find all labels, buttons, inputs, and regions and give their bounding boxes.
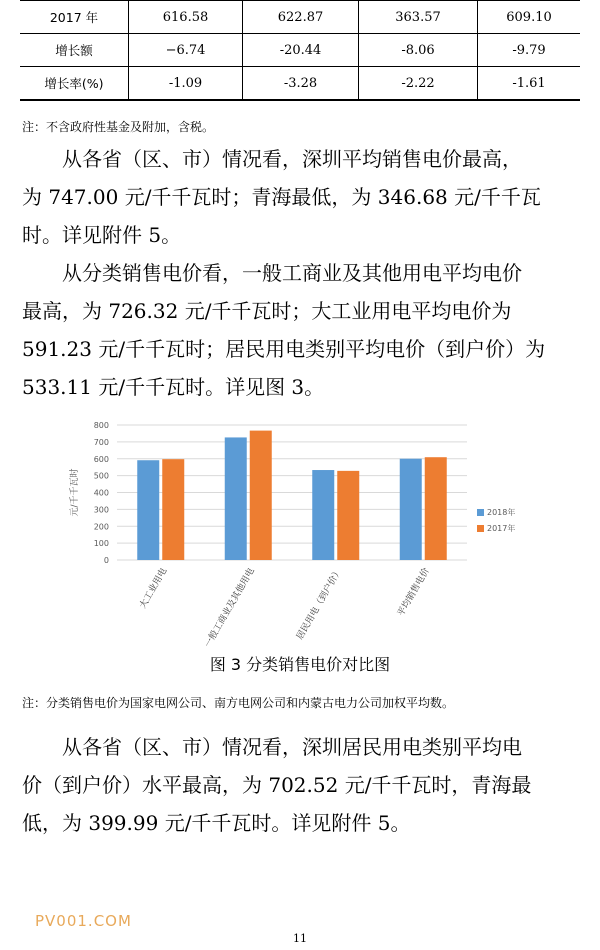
y-tick-label: 400 bbox=[93, 488, 109, 498]
bar-2018 bbox=[312, 470, 334, 560]
y-tick-label: 600 bbox=[93, 454, 109, 464]
paragraph-line: 时。详见附件 5。 bbox=[22, 223, 182, 247]
table-note: 注：不含政府性基金及附加，含税。 bbox=[22, 120, 215, 134]
y-tick-label: 800 bbox=[93, 421, 109, 430]
row-label: 增长额 bbox=[20, 34, 129, 67]
paragraph-line: 从分类销售电价看，一般工商业及其他用电平均电价 bbox=[62, 261, 522, 285]
y-axis-label: 元/千千瓦时 bbox=[70, 468, 80, 517]
table-cell: -20.44 bbox=[243, 34, 359, 67]
bar-2017 bbox=[162, 459, 184, 560]
x-tick-label: 大工业用电 bbox=[138, 566, 170, 611]
y-tick-label: 0 bbox=[103, 556, 109, 565]
paragraph-3 bbox=[22, 728, 578, 842]
table-cell: 616.58 bbox=[129, 1, 243, 34]
x-tick-label: 平均销售电价 bbox=[396, 566, 432, 619]
x-tick-label: 居民用电（到户价） bbox=[295, 566, 345, 642]
bar-2018 bbox=[225, 437, 247, 560]
table-cell: −6.74 bbox=[129, 34, 243, 67]
row-label: 增长率(%) bbox=[20, 67, 129, 101]
legend-swatch bbox=[477, 525, 484, 532]
y-tick-label: 700 bbox=[93, 437, 109, 447]
table-cell: 363.57 bbox=[359, 1, 478, 34]
y-tick-label: 300 bbox=[93, 505, 109, 515]
y-tick-label: 100 bbox=[93, 539, 109, 549]
paragraph-line: 从各省（区、市）情况看，深圳居民用电类别平均电 bbox=[62, 735, 522, 759]
table-row bbox=[20, 1, 580, 34]
paragraph-line: 低，为 399.99 元/千千瓦时。详见附件 5。 bbox=[22, 811, 411, 835]
table-row bbox=[20, 34, 580, 67]
table-cell: 622.87 bbox=[243, 1, 359, 34]
bar-2017 bbox=[425, 457, 447, 560]
legend-label: 2017年 bbox=[487, 524, 516, 533]
paragraph-line: 591.23 元/千千瓦时；居民用电类别平均电价（到户价）为 bbox=[22, 337, 546, 361]
table-cell: 609.10 bbox=[478, 1, 581, 34]
watermark: PV001.COM bbox=[35, 912, 132, 930]
paragraph-line: 最高，为 726.32 元/千千瓦时；大工业用电平均电价为 bbox=[22, 299, 512, 323]
bar-2018 bbox=[137, 460, 159, 560]
figure-note: 注：分类销售电价为国家电网公司、南方电网公司和内蒙古电力公司加权平均数。 bbox=[22, 696, 455, 710]
bar-2017 bbox=[337, 471, 359, 560]
table-cell: -3.28 bbox=[243, 67, 359, 101]
x-tick-label: 一般工商业及其他用电 bbox=[203, 566, 257, 650]
table-cell: -8.06 bbox=[359, 34, 478, 67]
price-comparison-chart bbox=[55, 410, 550, 650]
bar-2018 bbox=[400, 459, 422, 560]
table-cell: -2.22 bbox=[359, 67, 478, 101]
table-cell: -1.61 bbox=[478, 67, 581, 101]
legend-swatch bbox=[477, 509, 484, 516]
paragraph-line: 从各省（区、市）情况看，深圳平均销售电价最高， bbox=[62, 147, 522, 171]
bar-2017 bbox=[250, 431, 272, 560]
paragraph-line: 533.11 元/千千瓦时。详见图 3。 bbox=[22, 375, 325, 399]
page-number: 11 bbox=[293, 932, 307, 945]
price-table bbox=[20, 0, 580, 101]
paragraph-line: 价（到户价）水平最高，为 702.52 元/千千瓦时，青海最 bbox=[22, 773, 532, 797]
paragraph-2 bbox=[22, 254, 578, 406]
y-tick-label: 500 bbox=[93, 471, 109, 481]
y-tick-label: 200 bbox=[93, 522, 109, 532]
table-cell: -9.79 bbox=[478, 34, 581, 67]
paragraph-line: 为 747.00 元/千千瓦时；青海最低，为 346.68 元/千千瓦 bbox=[22, 185, 541, 209]
row-label: 2017 年 bbox=[20, 1, 129, 34]
table-cell: -1.09 bbox=[129, 67, 243, 101]
legend-label: 2018年 bbox=[487, 508, 516, 517]
figure-caption: 图 3 分类销售电价对比图 bbox=[209, 655, 391, 674]
paragraph-1 bbox=[22, 140, 578, 254]
table-row bbox=[20, 67, 580, 101]
